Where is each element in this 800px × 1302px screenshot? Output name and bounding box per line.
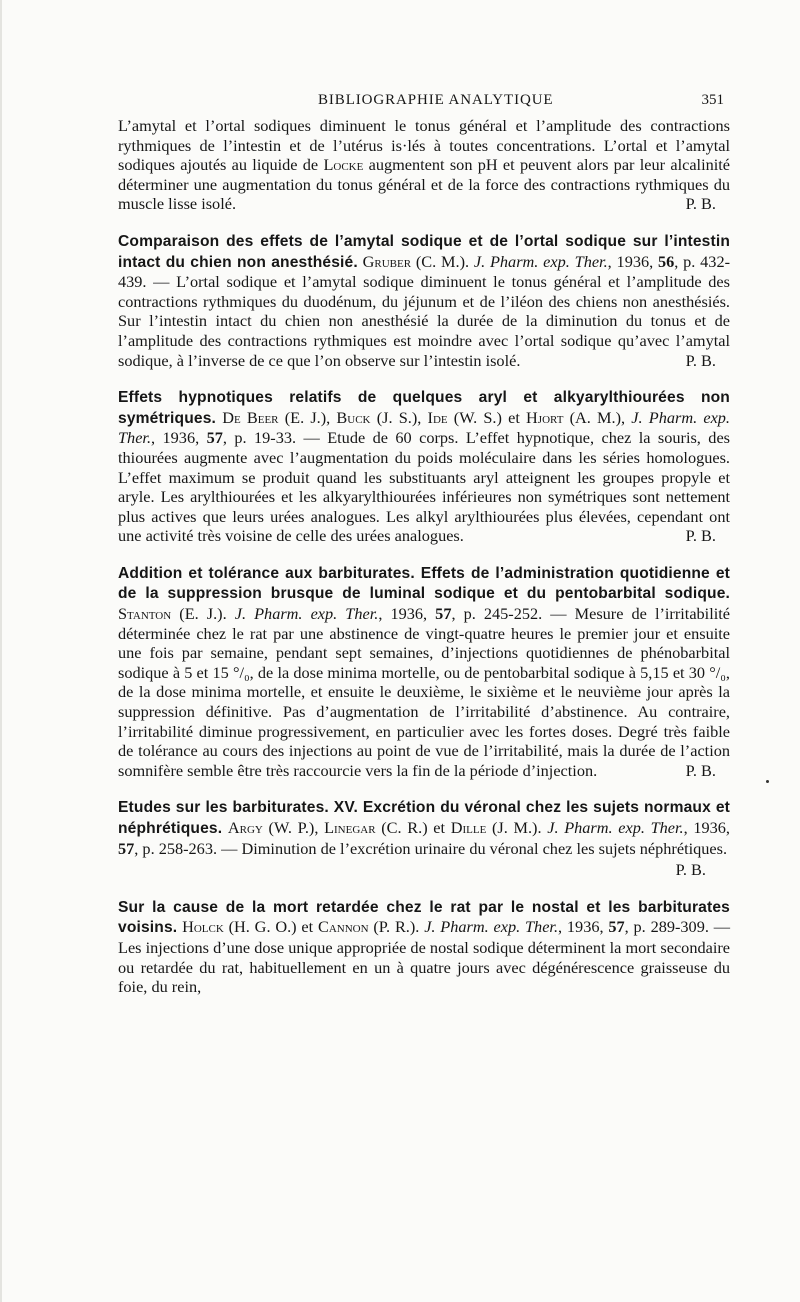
author-name: Gruber <box>362 251 412 271</box>
entry-title: Effets hypnotiques relatifs de quelques aryl et alkyarylthiourées non symétriques. <box>118 389 730 427</box>
signature: P. B. <box>685 760 716 780</box>
author-name: Buck <box>336 407 371 427</box>
running-title: BIBLIOGRAPHIE ANALYTIQUE <box>318 92 554 108</box>
citation-pages: , p. 258-263. — <box>134 838 242 858</box>
bibliography-entry <box>118 387 730 546</box>
citation-volume: 57 <box>206 428 223 448</box>
bibliography-entry <box>118 563 730 781</box>
citation-volume: 56 <box>657 251 675 271</box>
citation-volume: 57 <box>118 838 135 858</box>
page-number: 351 <box>701 92 724 108</box>
citation-pages: , p. 432-439. — <box>118 251 730 292</box>
author-initials: (C. R.) et <box>375 818 451 837</box>
author-initials: (P. R.). <box>368 917 425 937</box>
citation-pages: , p. 19-33. — <box>222 428 328 448</box>
citation-volume: 57 <box>608 917 625 937</box>
citation-volume: 57 <box>435 604 452 624</box>
author-initials: (W. S.) et <box>447 407 527 427</box>
author-name: Holck <box>182 917 224 937</box>
author-initials: (J. M.). <box>486 818 548 837</box>
citation-pages: , p. 289-309. — <box>624 917 731 937</box>
abstract-text: L’amytal et l’ortal sodiques diminuent le tonus général et l’amplitude des contractions rythmiques de l’intestin et de l’utérus is <box>118 116 730 155</box>
citation-year: , 1936, <box>378 604 436 624</box>
author-initials: (E. J.), <box>278 407 337 427</box>
abstract-text: Les injections d’une dose unique appropriée de nostal sodique déterminent la mort secondaire ou retardée du rat, habituellement en un à quatre jours avec dégénérescence graisseuse du foie, du rein, <box>118 937 730 997</box>
author-initials: (J. S.), <box>370 407 428 427</box>
author-name: Linegar <box>324 818 376 837</box>
abstract-text: Mesure de l’irritabilité déterminée chez le rat par une abstinence de vingt-quatre heures le premier jour et ensuite une fois par semaine, pendant sept semaines, d’injections quotidiennes de phénobarbital sodique à 5 et 15 °/₀, de la dose minima mortelle, ou de pentobarbital sodique à 5,15 et 30 °/₀, de la dose minima mortelle, et ensuite le deuxième, le sixième et le neuvième jour après la suppression définitive. Pas d’augmentation de l’irritabilité d’abstinence. Au contraire, l’irritabilité diminue progressivement, en particulier avec les fortes doses. Degré très faible de tolérance au cours des injections au point de vue de l’irritabilité, mais la durée de l’action somnifère semble être très raccourcie vers la fin de la période d’injection. <box>118 604 731 780</box>
signature: P. B. <box>685 526 716 546</box>
abstract-text: Diminution de l’excrétion urinaire du véronal chez les sujets néphrétiques. <box>241 838 728 858</box>
citation-pages: , p. 245-252. — <box>451 604 575 624</box>
author-name: Cannon <box>317 917 369 937</box>
author-name: Hjort <box>526 407 564 427</box>
author-name: Ide <box>427 407 448 427</box>
author-initials: (E. J.). <box>171 604 235 624</box>
author-name: De Beer <box>222 407 279 427</box>
bibliography-entry <box>118 797 730 858</box>
abstract-continuation: L’amytal et l’ortal sodiques diminuent le tonus général et l’amplitude des contractions rythmiques de l’intestin et de l’utérus is·lés à toutes concentrations. L’ortal et l’amytal sodiques ajoutés au liquide de Locke augmentent son pH et peuvent alors par leur alcalinité déterminer une augmentation du tonus général et de la force des contractions rythmiques du muscle lisse isolé. P. B. <box>118 116 731 214</box>
author-name: Locke <box>323 155 364 175</box>
bibliography-entry <box>118 231 730 370</box>
citation-year: , 1936, <box>607 251 658 271</box>
signature: P. B. <box>685 350 716 370</box>
author-name: Stanton <box>118 604 172 624</box>
running-header <box>118 88 730 112</box>
entry-title: Etudes sur les barbiturates. XV. Excrétion du véronal chez les sujets normaux et néphrétiques. <box>118 799 730 837</box>
journal-name: J. Pharm. exp. Ther. <box>473 251 608 271</box>
author-initials: (H. G. O.) et <box>223 917 318 937</box>
author-initials: (W. P.), <box>262 818 325 837</box>
entry-title: Comparaison des effets de l’amytal sodique et de l’ortal sodique sur l’intestin intact du chien non anesthésié. <box>118 232 730 271</box>
author-name: Argy <box>227 818 263 837</box>
document-page <box>118 88 730 997</box>
citation-year: , 1936, <box>683 818 731 837</box>
citation-year: , 1936, <box>151 428 207 448</box>
abstract-text: augmentent son pH et peuvent alors par leur alcalinité déterminer une augmentation du tonus général et de la force des contractions rythmiques du muscle lisse isolé. <box>118 155 731 214</box>
journal-name: J. Pharm. exp. Ther. <box>547 818 684 837</box>
journal-name: J. Pharm. exp. Ther. <box>118 407 731 448</box>
author-initials: (A. M.), <box>563 407 632 427</box>
entry-title: Sur la cause de la mort retardée chez le rat par le nostal et les barbiturates voisins. <box>118 898 730 937</box>
author-initials: (C. M.). <box>411 251 474 271</box>
journal-name: J. Pharm. exp. Ther. <box>234 604 379 624</box>
signature: P. B. <box>675 860 706 880</box>
citation-year: , 1936, <box>558 917 609 937</box>
abstract-text: lés à toutes concentrations. L’ortal et l’amytal sodiques ajoutés au liquide de <box>118 135 730 175</box>
margin-dot <box>766 780 769 783</box>
bibliography-entry <box>118 897 730 997</box>
signature: P. B. <box>685 194 716 214</box>
abstract-text: L’ortal sodique et l’amytal sodique diminuent le tonus général et l’amplitude des contractions rythmiques du duodénum, du jéjunum et de l’iléon des chiens non anesthésiés. Sur l’intestin intact du chien non anesthésié la durée de la diminution du tonus et de l’amplitude des contractions rythmiques est moindre avec l’ortal sodique qu’avec l’amytal sodique, à l’inverse de ce que l’on observe sur l’intestin isolé. <box>118 272 730 370</box>
author-name: Dille <box>450 818 487 837</box>
entry-title: Addition et tolérance aux barbiturates. Effets de l’administration quotidienne et de la suppression brusque de luminal sodique et du pentobarbital sodique. <box>118 564 730 603</box>
journal-name: J. Pharm. exp. Ther. <box>424 917 559 937</box>
abstract-text: Etude de 60 corps. L’effet hypnotique, chez la souris, des thiourées augmente avec l’augmentation du poids moléculaire dans les séries homologues. L’effet maximum se produit quand les substituants aryl atteignent les groupes propyle et aryle. Les arylthiourées et les alkyarylthiourées inférieures non symétriques sont nettement plus actives que leurs urées analogues. Les alkyl arylthiourées plus élevées, cependant ont une activité très voisine de celle des urées analogues. <box>118 428 731 546</box>
page-edge <box>0 0 2 1302</box>
